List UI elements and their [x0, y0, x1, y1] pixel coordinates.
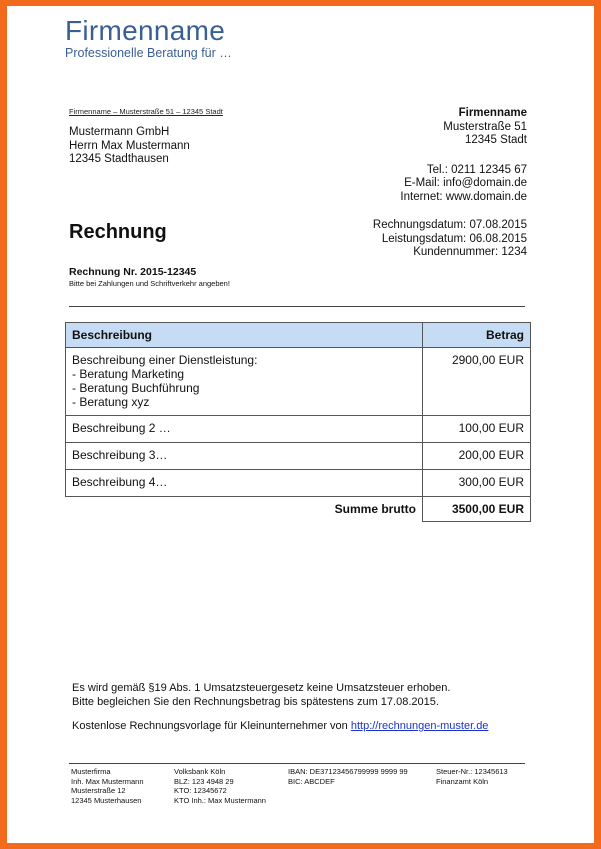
column-header-description: Beschreibung — [66, 323, 423, 348]
footer-line: KTO Inh.: Max Mustermann — [174, 795, 266, 805]
footer-iban-info — [288, 767, 408, 786]
footer-tax-info — [436, 767, 508, 786]
item-amount: 2900,00 EUR — [423, 348, 531, 416]
footer-line: BIC: ABCDEF — [288, 776, 335, 786]
footer-line: Musterfirma — [71, 767, 111, 776]
footer-bank-info — [174, 767, 266, 805]
customer-number: Kundennummer: 1234 — [413, 246, 527, 258]
item-amount: 100,00 EUR — [423, 416, 531, 443]
total-value: 3500,00 EUR — [423, 497, 531, 522]
footer-line: KTO: 12345672 — [174, 786, 227, 795]
footer-line: 12345 Musterhausen — [71, 795, 142, 805]
table-row — [66, 470, 531, 497]
table-row — [66, 443, 531, 470]
sender-email: E-Mail: info@domain.de — [404, 177, 527, 189]
document-title: Rechnung — [69, 221, 167, 243]
footer-line: Steuer-Nr.: 12345613 — [436, 767, 508, 776]
sender-name: Firmenname — [458, 107, 527, 119]
invoice-number-note: Bitte bei Zahlungen und Schriftverkehr angeben! — [69, 279, 230, 288]
recipient-company: Mustermann GmbH — [69, 126, 170, 138]
company-name: Firmenname — [65, 15, 226, 46]
footer-line: IBAN: DE37123456799999 9999 99 — [288, 767, 408, 776]
item-description: Beschreibung 4… — [66, 470, 423, 497]
sender-web: Internet: www.domain.de — [400, 190, 527, 203]
sender-phone: Tel.: 0211 12345 67 — [426, 163, 527, 176]
footer-line: Inh. Max Mustermann — [71, 776, 144, 786]
item-description-line: - Beratung xyz — [72, 395, 150, 409]
invoice-number: Rechnung Nr. 2015-12345 — [69, 266, 197, 278]
footer-line: Finanzamt Köln — [436, 776, 489, 786]
item-description: Beschreibung 3… — [66, 443, 423, 470]
recipient-person: Herrn Max Mustermann — [69, 139, 190, 152]
template-credit-text: Kostenlose Rechnungsvorlage für Kleinunternehmer von — [72, 720, 351, 732]
footer-company-info — [71, 767, 144, 805]
template-link[interactable]: http://rechnungen-muster.de — [350, 720, 489, 732]
payment-note: Bitte begleichen Sie den Rechnungsbetrag bis spätestens zum 17.08.2015. — [72, 695, 439, 708]
footer-line: Musterstraße 12 — [71, 786, 126, 795]
footer-line: BLZ: 123 4948 29 — [174, 776, 234, 786]
invoice-items-table — [65, 322, 531, 522]
item-description — [66, 348, 423, 416]
invoice-date: Rechnungsdatum: 07.08.2015 — [372, 219, 527, 231]
template-credit — [72, 720, 488, 734]
tax-note: Es wird gemäß §19 Abs. 1 Umsatzsteuergesetz keine Umsatzsteuer erhoben. — [72, 682, 451, 694]
column-header-amount: Betrag — [423, 323, 531, 348]
divider — [69, 306, 525, 307]
table-row — [66, 348, 531, 416]
item-description-line: - Beratung Marketing — [72, 367, 185, 381]
total-label: Summe brutto — [334, 502, 416, 516]
item-description-line: - Beratung Buchführung — [72, 381, 200, 395]
total-row — [66, 497, 531, 522]
invoice-page — [7, 6, 594, 843]
item-description-line: Beschreibung einer Dienstleistung: — [72, 353, 258, 367]
item-description: Beschreibung 2 … — [66, 416, 423, 443]
item-amount: 300,00 EUR — [423, 470, 531, 497]
recipient-address — [69, 126, 190, 167]
table-header-row — [66, 323, 531, 348]
sender-return-line: Firmenname – Musterstraße 51 – 12345 Stadt — [69, 107, 223, 116]
item-amount: 200,00 EUR — [423, 443, 531, 470]
sender-street: Musterstraße 51 — [443, 120, 527, 133]
service-date: Leistungsdatum: 06.08.2015 — [381, 232, 527, 245]
sender-address — [400, 107, 527, 204]
footer-divider — [69, 763, 525, 764]
company-slogan: Professionelle Beratung für … — [65, 46, 232, 60]
sender-city: 12345 Stadt — [464, 134, 527, 146]
invoice-dates — [373, 219, 527, 260]
footer-line: Volksbank Köln — [174, 767, 226, 776]
recipient-city: 12345 Stadthausen — [69, 153, 169, 165]
table-row — [66, 416, 531, 443]
footer-notes — [72, 682, 488, 734]
